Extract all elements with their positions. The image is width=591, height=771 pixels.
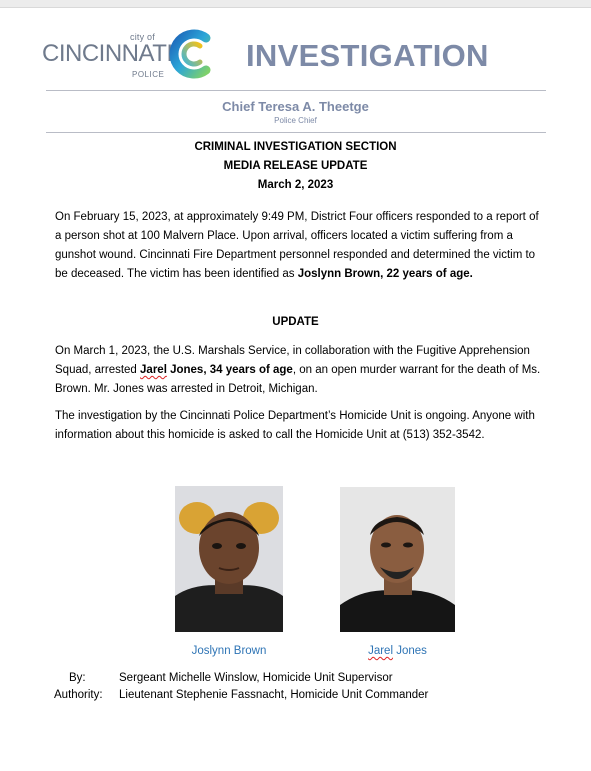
release-date: March 2, 2023 — [257, 179, 334, 191]
logo-cincinnati: CINCINNATI — [42, 40, 173, 67]
document-page — [0, 8, 591, 771]
victim-portrait-image — [175, 486, 283, 632]
section-heading: CRIMINAL INVESTIGATION SECTION — [194, 141, 397, 153]
header-rule-top — [46, 90, 546, 91]
by-value: Sergeant Michelle Winslow, Homicide Unit Supervisor — [119, 672, 393, 684]
victim-photo — [175, 486, 283, 632]
header-rule-bottom — [46, 132, 546, 133]
update-text-a: On March 1, 2023, the U.S. Marshals Service, in collaboration with the Fugitive Apprehension Squad, arrested — [55, 345, 530, 376]
chief-title: Police Chief — [274, 116, 317, 125]
suspect-first-name: Jarel — [140, 364, 167, 376]
suspect-caption-first: Jarel — [368, 645, 394, 657]
suspect-portrait-image — [340, 487, 455, 632]
victim-identity: Joslynn Brown, 22 years of age. — [297, 268, 473, 280]
logo-city-of: city of — [130, 32, 155, 42]
release-type-heading: MEDIA RELEASE UPDATE — [223, 160, 368, 172]
window-top-bar — [0, 0, 591, 8]
update-paragraph — [55, 342, 541, 399]
incident-text: On February 15, 2023, at approximately 9:49 PM, District Four officers responded to a report of a person shot at 100 Malvern Place. Upon arrival, officers located a victim suffering from a gunshot wound. Cincinnati Fire Department personnel responded and determined the victim to be deceased. The victim has been identified as — [55, 211, 539, 280]
logo-c-emblem-icon — [166, 28, 214, 80]
update-text-b: , on an open murder warrant for the death of Ms. Brown. Mr. Jones was arrested in Detroit, Michigan. — [55, 364, 541, 395]
suspect-identity — [140, 364, 293, 376]
suspect-caption — [340, 645, 455, 657]
cincinnati-police-logo — [42, 28, 212, 86]
contact-paragraph: The investigation by the Cincinnati Police Department’s Homicide Unit is ongoing. Anyone with information about this homicide is asked to call the Homicide Unit at (513) 352-3542. — [55, 410, 535, 441]
document-title: INVESTIGATION — [246, 38, 489, 73]
incident-paragraph — [55, 208, 541, 284]
victim-caption: Joslynn Brown — [191, 645, 267, 657]
update-heading: UPDATE — [272, 316, 319, 328]
suspect-caption-rest: Jones — [393, 645, 427, 657]
suspect-rest: Jones, 34 years of age — [166, 364, 293, 376]
suspect-photo — [340, 487, 455, 632]
authority-label: Authority: — [54, 689, 103, 701]
by-label: By: — [69, 672, 86, 684]
authority-value: Lieutenant Stephenie Fassnacht, Homicide Unit Commander — [119, 689, 429, 701]
chief-name: Chief Teresa A. Theetge — [222, 99, 369, 114]
logo-police: POLICE — [132, 70, 165, 79]
